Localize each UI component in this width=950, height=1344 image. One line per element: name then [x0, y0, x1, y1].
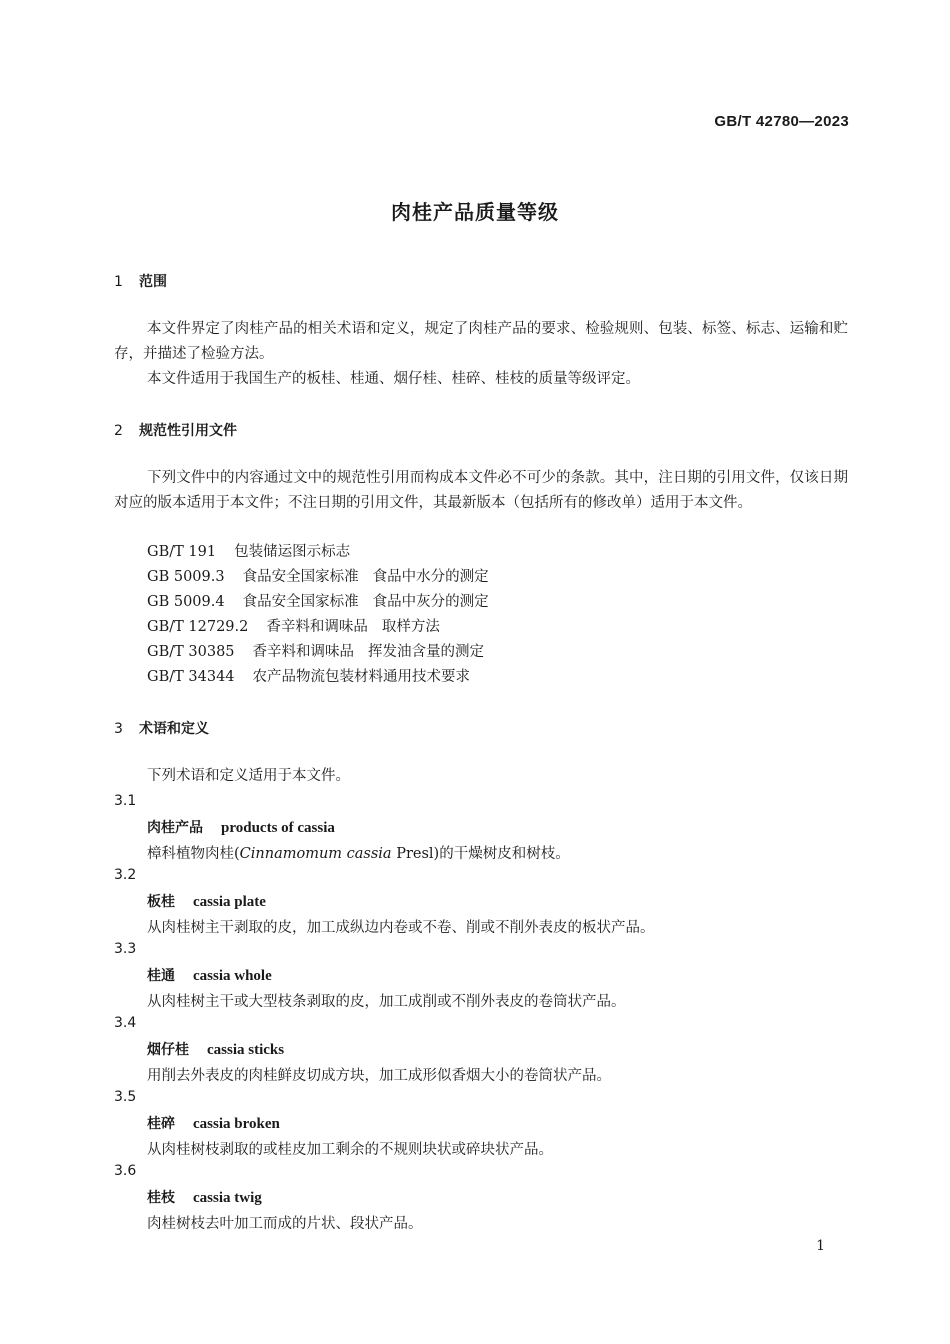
standard-code: GB/T 42780—2023: [714, 113, 849, 130]
reference-item: [147, 640, 484, 665]
scope-paragraph-2: 本文件适用于我国生产的板桂、桂通、烟仔桂、桂碎、桂枝的质量等级评定。: [147, 371, 640, 387]
reference-code: GB/T 30385: [147, 644, 235, 660]
reference-name: 香辛料和调味品: [266, 619, 368, 635]
document-title: 肉桂产品质量等级: [391, 200, 559, 224]
reference-subname: 食品中水分的测定: [372, 569, 489, 585]
section-number: 3: [114, 721, 123, 737]
term-zh: 桂碎: [147, 1116, 175, 1132]
term-zh: 肉桂产品: [147, 820, 203, 836]
reference-name: 香辛料和调味品: [252, 644, 355, 660]
section-number: 2: [114, 423, 123, 439]
reference-code: GB/T 12729.2: [147, 619, 249, 635]
reference-item: [147, 615, 440, 640]
term-definition: 肉桂树枝去叶加工而成的片状、段状产品。: [147, 1216, 423, 1232]
section-title: 规范性引用文件: [139, 423, 237, 439]
term-zh: 桂枝: [147, 1190, 175, 1206]
term-definition: 用削去外表皮的肉桂鲜皮切成方块，加工成形似香烟大小的卷筒状产品。: [147, 1068, 611, 1084]
term-en: cassia whole: [193, 968, 272, 984]
term-heading: [147, 1187, 262, 1207]
term-en: cassia plate: [193, 894, 266, 910]
term-heading: [147, 1113, 280, 1133]
term-zh: 板桂: [147, 894, 175, 910]
term-number: 3.3: [114, 941, 137, 957]
term-heading: [147, 1039, 284, 1059]
species-name: Cinnamomum cassia: [239, 846, 392, 862]
term-en: cassia twig: [193, 1190, 262, 1206]
term-number: 3.1: [114, 793, 137, 809]
term-heading: [147, 817, 335, 837]
section-title: 术语和定义: [139, 721, 209, 737]
section-number: 1: [114, 274, 123, 290]
reference-item: [147, 565, 489, 590]
term-definition: [147, 842, 570, 863]
reference-code: GB 5009.4: [147, 594, 225, 610]
reference-code: GB/T 34344: [147, 669, 235, 685]
term-en: cassia broken: [193, 1116, 280, 1132]
term-number: 3.4: [114, 1015, 137, 1031]
definition-text: 樟科植物肉桂(: [147, 846, 240, 862]
term-zh: 桂通: [147, 968, 175, 984]
reference-code: GB/T 191: [147, 544, 217, 560]
reference-subname: 取样方法: [381, 619, 440, 635]
term-definition: 从肉桂树枝剥取的或桂皮加工剩余的不规则块状或碎块状产品。: [147, 1142, 553, 1158]
reference-item: [147, 590, 489, 615]
term-heading: [147, 891, 266, 911]
reference-name: 农产品物流包装材料通用技术要求: [252, 669, 471, 685]
term-number: 3.2: [114, 867, 137, 883]
section-heading-scope: [114, 271, 167, 291]
term-number: 3.6: [114, 1163, 137, 1179]
section-heading-terms: [114, 718, 209, 738]
reference-subname: 食品中灰分的测定: [372, 594, 489, 610]
reference-code: GB 5009.3: [147, 569, 225, 585]
reference-subname: 挥发油含量的测定: [368, 644, 485, 660]
page-number: 1: [816, 1238, 825, 1254]
references-paragraph: 下列文件中的内容通过文中的规范性引用而构成本文件必不可少的条款。其中，注日期的引用文件，仅该日期对应的版本适用于本文件；不注日期的引用文件，其最新版本（包括所有的修改单）适用于本文件。: [114, 470, 848, 511]
term-en: products of cassia: [221, 820, 335, 836]
term-definition: 从肉桂树主干剥取的皮，加工成纵边内卷或不卷、削或不削外表皮的板状产品。: [147, 920, 655, 936]
definition-text: Presl)的干燥树皮和树枝。: [391, 846, 570, 862]
term-en: cassia sticks: [207, 1042, 285, 1058]
reference-name: 食品安全国家标准: [242, 569, 359, 585]
term-zh: 烟仔桂: [147, 1042, 189, 1058]
scope-paragraph-1: 本文件界定了肉桂产品的相关术语和定义，规定了肉桂产品的要求、检验规则、包装、标签、标志、运输和贮存，并描述了检验方法。: [114, 321, 848, 362]
reference-item: [147, 665, 470, 690]
term-number: 3.5: [114, 1089, 137, 1105]
reference-name: 食品安全国家标准: [242, 594, 359, 610]
terms-intro-paragraph: 下列术语和定义适用于本文件。: [147, 768, 350, 784]
section-title: 范围: [139, 274, 167, 290]
section-heading-normative-references: [114, 420, 237, 440]
term-heading: [147, 965, 272, 985]
reference-name: 包装储运图示标志: [234, 544, 351, 560]
term-definition: 从肉桂树主干或大型枝条剥取的皮，加工成削或不削外表皮的卷筒状产品。: [147, 994, 626, 1010]
reference-item: [147, 540, 350, 565]
